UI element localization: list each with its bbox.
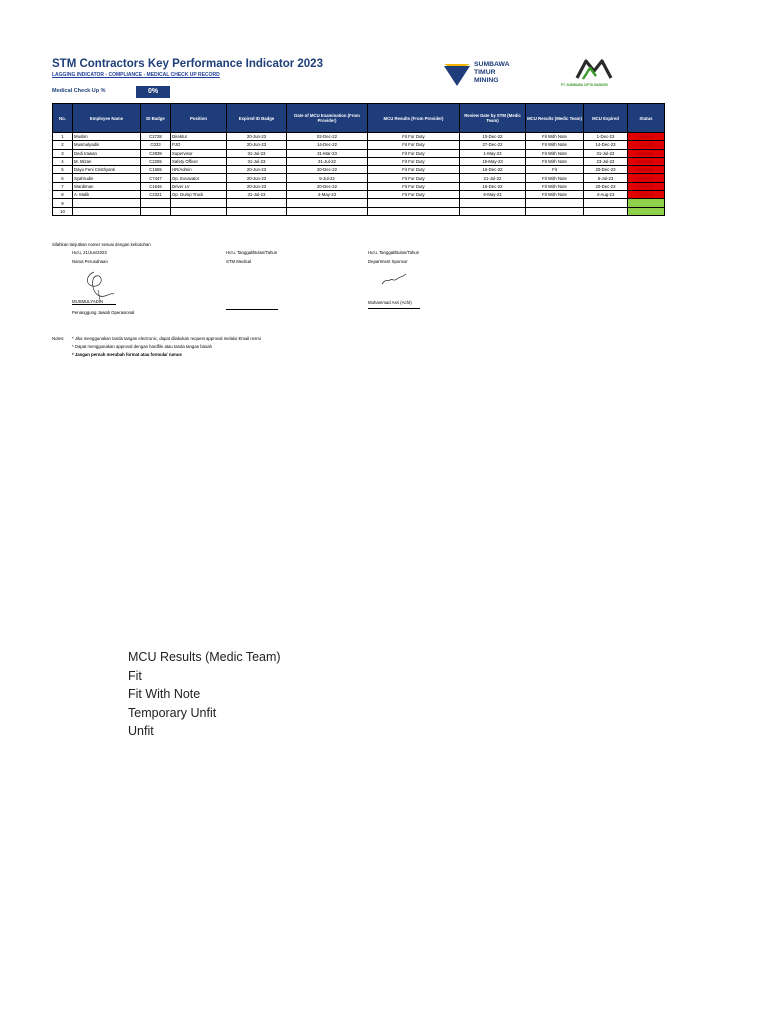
cell-position[interactable]: Op. Dump Truck	[171, 191, 227, 199]
cell-position[interactable]: Op. Excavator	[171, 174, 227, 182]
sumbawa-logo-text: SUMBAWA TIMUR MINING	[474, 61, 510, 84]
table-row	[53, 182, 665, 190]
signer1-name: MUSMULYADIN	[72, 299, 104, 304]
status-badge[interactable]: Expired	[628, 133, 665, 141]
cell-mcu-result[interactable]: Fit For Duty	[368, 191, 460, 199]
column-header: MCU Results (From Provider)	[368, 104, 460, 133]
cell-expired-badge[interactable]: 31-Jul-23	[227, 191, 287, 199]
cell-name[interactable]: Musmulyadin	[73, 141, 141, 149]
mcu-percent-value[interactable]: 0%	[136, 86, 170, 98]
cell-mcu-expired[interactable]: 1-Dec-23	[584, 133, 628, 141]
cell-review-date[interactable]: 21-Jul-22	[460, 174, 526, 182]
column-header: MCU Results (Medic Team)	[526, 104, 584, 133]
cell-mcu-date[interactable]: 31-Jul-22	[287, 157, 368, 165]
cell-mcu-expired[interactable]: 14-Dec-23	[584, 141, 628, 149]
cell-mcu-date[interactable]: 5-Jul-22	[287, 174, 368, 182]
cell-name[interactable]: A. Malik	[73, 191, 141, 199]
signer3-org: Department Sponsor	[368, 259, 408, 264]
cell-medic-result[interactable]: Fit With Note	[526, 191, 584, 199]
cell-medic-result[interactable]: Fit With Note	[526, 133, 584, 141]
cell-mcu-expired[interactable]	[584, 207, 628, 215]
status-badge[interactable]: Expired	[628, 166, 665, 174]
cell-badge[interactable]: C2728	[141, 133, 171, 141]
cell-name[interactable]: Syahrudin	[73, 174, 141, 182]
cell-badge[interactable]: C1646	[141, 182, 171, 190]
cell-badge[interactable]: C2255	[141, 157, 171, 165]
cell-no[interactable]: 5	[53, 166, 73, 174]
mcu-results-option: Fit	[128, 668, 142, 683]
cell-mcu-expired[interactable]: 31-Jul-23	[584, 149, 628, 157]
status-badge[interactable]: Expired	[628, 182, 665, 190]
cell-expired-badge[interactable]: 20-Jun-23	[227, 174, 287, 182]
mcu-record-table	[52, 103, 665, 216]
cell-position[interactable]: Driver LV	[171, 182, 227, 190]
cell-medic-result[interactable]: Fit	[526, 166, 584, 174]
cell-mcu-date[interactable]: 02-Dec-22	[287, 133, 368, 141]
signer1-line	[72, 304, 116, 305]
cell-medic-result[interactable]	[526, 207, 584, 215]
column-header: Position	[171, 104, 227, 133]
cell-name[interactable]	[73, 199, 141, 207]
note-item: * Dapat menggunakan approval dengan hardfile atau tanda tangan basah	[72, 344, 212, 349]
instruction-text: Silahkan lanjutkan nomer sesuai dengan kebutuhan	[52, 242, 151, 247]
cell-badge[interactable]	[141, 207, 171, 215]
cell-review-date[interactable]: 10-Dec-22	[460, 133, 526, 141]
mcu-percent-label: Medical Check Up %	[52, 88, 106, 94]
cell-mcu-expired[interactable]: 23-Jul-23	[584, 157, 628, 165]
table-row	[53, 191, 665, 199]
table-row	[53, 157, 665, 165]
cell-mcu-date[interactable]: 4-May-23	[287, 191, 368, 199]
column-header: Review Date by STM (Medic Team)	[460, 104, 526, 133]
partner-logo-text: PT. SUMBAWA CIPTA MANDIRI	[561, 83, 608, 87]
cell-no[interactable]: 8	[53, 191, 73, 199]
cell-expired-badge[interactable]: 31-Jul-23	[227, 157, 287, 165]
cell-review-date[interactable]: 16-Dec-22	[460, 166, 526, 174]
cell-expired-badge[interactable]: 20-Jun-23	[227, 133, 287, 141]
column-header: MCU Expired	[584, 104, 628, 133]
cell-name[interactable]: Dedi Irawan	[73, 149, 141, 157]
cell-medic-result[interactable]: Fit With Note	[526, 182, 584, 190]
cell-mcu-date[interactable]: 14-Dec-22	[287, 141, 368, 149]
cell-position[interactable]	[171, 207, 227, 215]
cell-position[interactable]: PJO	[171, 141, 227, 149]
cell-mcu-expired[interactable]: 20-Dec-23	[584, 166, 628, 174]
cell-expired-badge[interactable]	[227, 199, 287, 207]
status-badge[interactable]	[628, 199, 665, 207]
cell-expired-badge[interactable]	[227, 207, 287, 215]
table-row	[53, 199, 665, 207]
cell-mcu-result[interactable]: Fit For Duty	[368, 166, 460, 174]
cell-name[interactable]: Wardiman	[73, 182, 141, 190]
cell-mcu-expired[interactable]: 20-Dec-23	[584, 182, 628, 190]
mcu-results-list-header: MCU Results (Medic Team)	[128, 650, 281, 664]
cell-badge[interactable]	[141, 199, 171, 207]
mcu-results-list	[128, 648, 281, 741]
cell-name[interactable]: Muslim	[73, 133, 141, 141]
cell-badge[interactable]: C033	[141, 141, 171, 149]
status-badge[interactable]: Expired	[628, 191, 665, 199]
cell-mcu-result[interactable]: Fit For Duty	[368, 174, 460, 182]
table-row	[53, 174, 665, 182]
table-row	[53, 141, 665, 149]
cell-no[interactable]: 2	[53, 141, 73, 149]
column-header: Employee Name	[73, 104, 141, 133]
mcu-results-option: Temporary Unfit	[128, 705, 217, 720]
table-row	[53, 166, 665, 174]
table-row	[53, 149, 665, 157]
note-item-bold: * Jangan pernah merubah format atau formula/ rumus	[72, 352, 182, 357]
cell-mcu-result[interactable]	[368, 199, 460, 207]
cell-mcu-result[interactable]: Fit For Duty	[368, 141, 460, 149]
cell-mcu-result[interactable]: Fit For Duty	[368, 133, 460, 141]
column-header: Status	[628, 104, 665, 133]
signer3-name: Muhammad Asri (Acht)	[368, 300, 412, 305]
cell-position[interactable]: Safety Officer	[171, 157, 227, 165]
cell-mcu-expired[interactable]: 5-Jul-23	[584, 174, 628, 182]
cell-review-date[interactable]: 1-May-23	[460, 149, 526, 157]
page-title: STM Contractors Key Performance Indicator 2023	[52, 58, 323, 70]
cell-mcu-result[interactable]: Fit For Duty	[368, 157, 460, 165]
cell-badge[interactable]: C7447	[141, 174, 171, 182]
cell-review-date[interactable]	[460, 199, 526, 207]
table-body	[53, 133, 665, 216]
cell-medic-result[interactable]: Fit With Note	[526, 174, 584, 182]
cell-mcu-result[interactable]: Fit For Duty	[368, 182, 460, 190]
cell-position[interactable]: HR/Admin	[171, 166, 227, 174]
cell-mcu-expired[interactable]: 4-Aug-23	[584, 191, 628, 199]
partner-company-logo-icon	[574, 56, 614, 82]
cell-position[interactable]: Direktur	[171, 133, 227, 141]
table-row	[53, 207, 665, 215]
cell-no[interactable]: 3	[53, 149, 73, 157]
cell-mcu-date[interactable]: 20-Dec-22	[287, 182, 368, 190]
cell-expired-badge[interactable]: 31-Jul-23	[227, 149, 287, 157]
signer2-org: STM Medical	[226, 259, 252, 264]
status-badge[interactable]: Expired	[628, 141, 665, 149]
page-subtitle: LAGGING INDICATOR - COMPLIANCE - MEDICAL CHECK UP RECORD	[52, 72, 220, 78]
cell-mcu-result[interactable]: Fit For Duty	[368, 149, 460, 157]
table-header-row	[53, 104, 665, 133]
cell-review-date[interactable]: 15-May-23	[460, 157, 526, 165]
signer1-place-date: Hu'u, 21/Jun/2023	[72, 250, 107, 255]
status-badge[interactable]: Expired	[628, 157, 665, 165]
cell-review-date[interactable]: 16-Dec-22	[460, 182, 526, 190]
cell-medic-result[interactable]	[526, 199, 584, 207]
cell-review-date[interactable]: 27-Dec-22	[460, 141, 526, 149]
cell-medic-result[interactable]: Fit With Note	[526, 141, 584, 149]
cell-review-date[interactable]	[460, 207, 526, 215]
signature-muhammad-asri-icon	[380, 270, 410, 288]
cell-mcu-result[interactable]	[368, 207, 460, 215]
mcu-results-option: Unfit	[128, 724, 154, 738]
signer3-place-date: Hu'u, Tanggal/Bulan/Tahun	[368, 250, 420, 255]
cell-mcu-date[interactable]	[287, 199, 368, 207]
signer1-org: Nama Perusahaan	[72, 259, 108, 264]
status-badge[interactable]	[628, 207, 665, 215]
cell-no[interactable]: 10	[53, 207, 73, 215]
cell-medic-result[interactable]: Fit With Note	[526, 157, 584, 165]
cell-mcu-date[interactable]: 31-Mar-23	[287, 149, 368, 157]
cell-badge[interactable]: C2321	[141, 191, 171, 199]
cell-no[interactable]: 1	[53, 133, 73, 141]
column-header: No.	[53, 104, 73, 133]
column-header: ID Badge	[141, 104, 171, 133]
cell-mcu-date[interactable]: 20-Dec-22	[287, 166, 368, 174]
cell-no[interactable]: 9	[53, 199, 73, 207]
cell-mcu-expired[interactable]	[584, 199, 628, 207]
signer2-line[interactable]	[226, 309, 278, 310]
cell-name[interactable]	[73, 207, 141, 215]
notes-label: Notes:	[52, 336, 65, 341]
cell-mcu-date[interactable]	[287, 207, 368, 215]
cell-no[interactable]: 4	[53, 157, 73, 165]
cell-expired-badge[interactable]: 20-Jun-23	[227, 182, 287, 190]
cell-expired-badge[interactable]: 20-Jun-23	[227, 141, 287, 149]
cell-medic-result[interactable]: Fit With Note	[526, 149, 584, 157]
cell-badge[interactable]: C2839	[141, 149, 171, 157]
cell-no[interactable]: 6	[53, 174, 73, 182]
cell-name[interactable]: Dayu Feni Cristhyanti	[73, 166, 141, 174]
column-header: Date of MCU Examination (From Provider)	[287, 104, 368, 133]
signer1-role: Penanggung Jawab Operasional	[72, 310, 135, 315]
cell-position[interactable]: Supervisor	[171, 149, 227, 157]
cell-expired-badge[interactable]: 20-Jun-23	[227, 166, 287, 174]
status-badge[interactable]: Expired	[628, 174, 665, 182]
table-row	[53, 133, 665, 141]
cell-no[interactable]: 7	[53, 182, 73, 190]
note-item: * Jika menggunakan tanda tangan electronic, dapat dilakukan request approval melalui Email resmi	[72, 336, 261, 341]
column-header: Expired ID Badge	[227, 104, 287, 133]
mcu-results-option: Fit With Note	[128, 687, 201, 701]
signer3-line	[368, 308, 420, 309]
signer2-place-date: Hu'u, Tanggal/Bulan/Tahun	[226, 250, 278, 255]
cell-position[interactable]	[171, 199, 227, 207]
status-badge[interactable]: Expired	[628, 149, 665, 157]
cell-name[interactable]: M. Mizan	[73, 157, 141, 165]
cell-review-date[interactable]: 9-May-23	[460, 191, 526, 199]
signature-musmulyadin-icon	[80, 268, 120, 302]
cell-badge[interactable]: C1655	[141, 166, 171, 174]
